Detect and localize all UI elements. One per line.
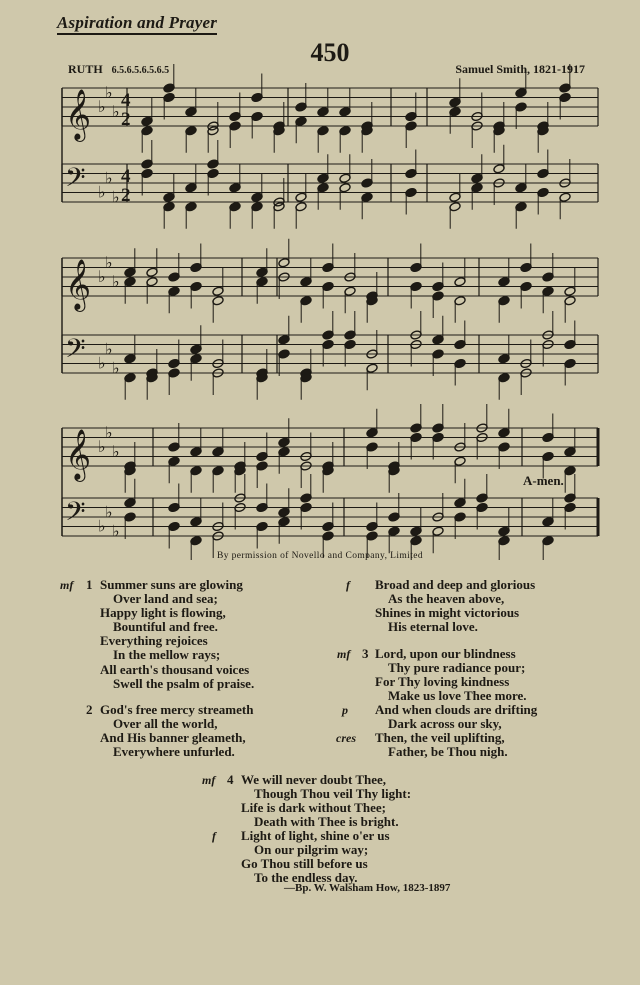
verse-2-continued: [375, 578, 535, 634]
note-head: [449, 107, 461, 117]
verse-1: [100, 578, 254, 691]
note-head: [344, 286, 356, 296]
lyric-line: Make us love Thee more.: [388, 688, 527, 704]
note-head: [498, 354, 510, 364]
note-head: [410, 536, 422, 546]
flat-icon: ♭: [105, 82, 113, 102]
lyric-line: Then, the veil uplifting,: [375, 730, 505, 745]
note-head: [168, 456, 180, 466]
note-head: [190, 466, 202, 476]
dynamic-f: f: [346, 578, 350, 592]
treble-clef-icon: 𝄞: [65, 429, 92, 480]
note-head: [317, 126, 329, 136]
note-head: [229, 183, 241, 193]
note-head: [542, 432, 554, 442]
note-head: [322, 330, 334, 340]
note-head: [564, 447, 576, 457]
note-head: [168, 358, 180, 368]
treble-clef-icon: 𝄞: [65, 259, 92, 310]
note-head: [432, 291, 444, 301]
note-head: [520, 262, 532, 272]
note-head: [190, 344, 202, 354]
note-head: [141, 168, 153, 178]
flat-icon: ♭: [112, 271, 120, 291]
lyric-line: Go Thou still before us: [241, 856, 368, 872]
flat-icon: ♭: [105, 339, 113, 359]
note-head: [317, 107, 329, 117]
flat-icon: ♭: [112, 101, 120, 121]
note-head: [498, 373, 510, 383]
treble-clef-icon: 𝄞: [65, 89, 92, 140]
lyric-line: Swell the psalm of praise.: [113, 675, 255, 691]
note-head: [322, 531, 334, 541]
note-head: [432, 423, 444, 433]
dynamic-mf: mf: [202, 773, 216, 787]
note-head: [300, 493, 312, 503]
note-head: [361, 178, 373, 188]
note-head: [366, 531, 378, 541]
note-head: [564, 358, 576, 368]
note-head: [141, 126, 153, 136]
note-head: [432, 335, 444, 345]
verse-3: [375, 647, 527, 703]
note-head: [471, 173, 483, 183]
note-head: [168, 272, 180, 282]
note-head: [410, 526, 422, 536]
note-head: [141, 116, 153, 126]
note-head: [251, 92, 263, 102]
note-head: [537, 168, 549, 178]
note-head: [190, 536, 202, 546]
note-head: [317, 173, 329, 183]
note-head: [339, 183, 351, 193]
flat-icon: ♭: [98, 437, 106, 456]
note-head: [432, 526, 444, 536]
note-head: [256, 267, 268, 277]
flat-icon: ♭: [98, 97, 106, 116]
lyric-line: Over all the world,: [113, 716, 218, 732]
lyric-line: To the endless day.: [254, 870, 358, 886]
note-head: [190, 354, 202, 364]
note-head: [344, 330, 356, 340]
flat-icon: ♭: [105, 168, 113, 188]
note-head: [300, 502, 312, 512]
note-head: [410, 281, 422, 291]
note-head: [185, 202, 197, 212]
note-head: [454, 339, 466, 349]
note-head: [542, 286, 554, 296]
note-head: [256, 277, 268, 287]
flat-icon: ♭: [112, 358, 120, 378]
note-head: [405, 168, 417, 178]
note-head: [322, 521, 334, 531]
amen-text: A-men.: [523, 473, 564, 488]
note-head: [212, 286, 224, 296]
note-head: [366, 428, 378, 438]
note-head: [190, 447, 202, 457]
note-head: [515, 102, 527, 112]
note-head: [559, 92, 571, 102]
note-head: [344, 339, 356, 349]
note-head: [559, 192, 571, 202]
note-head: [322, 262, 334, 272]
bass-clef-icon: 𝄢: [65, 495, 86, 534]
note-head: [449, 192, 461, 202]
note-head: [542, 517, 554, 527]
note-head: [542, 536, 554, 546]
lyric-line: Father, be Thou nigh.: [388, 744, 508, 760]
note-head: [405, 187, 417, 197]
note-head: [564, 286, 576, 296]
flat-icon: ♭: [98, 182, 106, 202]
note-head: [542, 451, 554, 461]
lyric-line: Everywhere unfurled.: [113, 744, 235, 760]
lyric-line: All earth's thousand voices: [100, 661, 250, 677]
section-title: Aspiration and Prayer: [57, 14, 217, 35]
verse-number: 4: [227, 772, 234, 787]
note-head: [410, 262, 422, 272]
note-head: [454, 296, 466, 306]
lyric-line: In the mellow rays;: [113, 647, 221, 663]
note-head: [146, 267, 158, 277]
note-head: [190, 281, 202, 291]
note-head: [564, 493, 576, 503]
note-head: [339, 173, 351, 183]
note-head: [449, 202, 461, 212]
note-head: [339, 126, 351, 136]
lyric-line: For Thy loving kindness: [375, 674, 510, 690]
note-head: [278, 335, 290, 345]
note-head: [559, 83, 571, 93]
note-head: [185, 183, 197, 193]
flat-icon: ♭: [98, 353, 106, 373]
note-head: [168, 368, 180, 378]
lyric-line: Lord, upon our blindness: [375, 646, 516, 661]
time-signature: 2: [121, 185, 131, 206]
lyric-line: Dark across our sky,: [388, 716, 502, 732]
note-head: [515, 202, 527, 212]
note-head: [124, 354, 136, 364]
flat-icon: ♭: [112, 187, 120, 207]
note-head: [251, 202, 263, 212]
lyric-line: Thy pure radiance pour;: [388, 660, 526, 676]
note-head: [163, 192, 175, 202]
lyric-line: Everything rejoices: [100, 633, 208, 649]
lyric-line: Over land and sea;: [113, 591, 218, 607]
lyric-line: Life is dark without Thee;: [241, 800, 386, 816]
note-head: [295, 202, 307, 212]
permission-note: By permission of Novello and Company, Limited: [216, 551, 424, 561]
note-head: [405, 121, 417, 131]
note-head: [278, 437, 290, 447]
note-head: [498, 526, 510, 536]
note-head: [405, 111, 417, 121]
note-head: [388, 526, 400, 536]
verse-number: 3: [362, 646, 369, 661]
note-head: [432, 432, 444, 442]
note-head: [361, 192, 373, 202]
lyric-line: Broad and deep and glorious: [375, 577, 536, 592]
note-head: [366, 521, 378, 531]
note-head: [295, 116, 307, 126]
lyric-line: Shines in might victorious: [375, 605, 520, 621]
note-head: [339, 107, 351, 117]
flat-icon: ♭: [105, 422, 113, 442]
flat-icon: ♭: [98, 516, 106, 536]
note-head: [256, 521, 268, 531]
note-head: [520, 281, 532, 291]
lyric-line: On our pilgrim way;: [254, 842, 369, 858]
lyric-line: Summer suns are glowing: [100, 577, 243, 592]
note-head: [141, 159, 153, 169]
note-head: [168, 442, 180, 452]
note-head: [229, 111, 241, 121]
note-head: [278, 507, 290, 517]
note-head: [185, 107, 197, 117]
note-head: [278, 517, 290, 527]
note-head: [212, 466, 224, 476]
note-head: [168, 502, 180, 512]
note-head: [476, 502, 488, 512]
note-head: [168, 521, 180, 531]
tune-meter: 6.5.6.5.6.5.6.5: [111, 65, 170, 76]
note-head: [212, 447, 224, 457]
verse-2: [100, 703, 253, 759]
note-head: [366, 363, 378, 373]
note-head: [295, 102, 307, 112]
note-head: [212, 296, 224, 306]
lyric-line: We will never doubt Thee,: [241, 772, 387, 787]
note-head: [207, 126, 219, 136]
note-head: [256, 451, 268, 461]
bass-clef-icon: 𝄢: [65, 161, 86, 200]
note-head: [493, 164, 505, 174]
verse-3-p: [375, 703, 537, 731]
note-head: [278, 447, 290, 457]
note-head: [432, 349, 444, 359]
note-head: [564, 296, 576, 306]
time-signature: 4: [121, 90, 131, 111]
flat-icon: ♭: [112, 521, 120, 541]
hymn-number: 450: [310, 38, 350, 67]
bass-clef-icon: 𝄢: [65, 332, 86, 371]
note-head: [515, 183, 527, 193]
lyric-line: Bountiful and free.: [113, 619, 218, 635]
time-signature: 4: [121, 166, 131, 187]
dynamic-mf: mf: [337, 647, 351, 661]
note-head: [229, 202, 241, 212]
note-head: [432, 281, 444, 291]
note-head: [388, 512, 400, 522]
note-head: [498, 296, 510, 306]
note-head: [163, 83, 175, 93]
lyric-line: And when clouds are drifting: [375, 702, 538, 717]
lyric-line: And His banner gleameth,: [100, 730, 246, 746]
note-head: [278, 349, 290, 359]
note-head: [207, 168, 219, 178]
dynamic-p: p: [342, 703, 348, 717]
note-head: [190, 262, 202, 272]
note-head: [454, 498, 466, 508]
lyric-line: Light of light, shine o'er us: [241, 828, 390, 843]
note-head: [256, 461, 268, 471]
verse-4: [241, 773, 411, 829]
verse-number: 1: [86, 577, 93, 592]
note-head: [124, 277, 136, 287]
note-head: [454, 277, 466, 287]
note-head: [273, 202, 285, 212]
note-head: [317, 183, 329, 193]
time-signature: 2: [121, 109, 131, 130]
note-head: [498, 277, 510, 287]
note-head: [537, 187, 549, 197]
note-head: [300, 277, 312, 287]
composer: Samuel Smith, 1821-1917: [455, 62, 585, 76]
lyric-line: His eternal love.: [388, 619, 478, 635]
note-head: [366, 442, 378, 452]
dynamic-mf: mf: [60, 578, 74, 592]
note-head: [251, 111, 263, 121]
note-head: [124, 498, 136, 508]
note-head: [207, 159, 219, 169]
note-head: [410, 423, 422, 433]
flat-icon: ♭: [112, 441, 120, 461]
note-head: [146, 277, 158, 287]
note-head: [564, 466, 576, 476]
tune-name: RUTH: [68, 62, 103, 76]
note-head: [498, 428, 510, 438]
note-head: [256, 502, 268, 512]
note-head: [454, 456, 466, 466]
note-head: [295, 192, 307, 202]
dynamic-f: f: [212, 829, 216, 843]
note-head: [498, 536, 510, 546]
flat-icon: ♭: [105, 502, 113, 522]
note-head: [564, 339, 576, 349]
verse-3-cres: [375, 731, 508, 759]
note-head: [454, 358, 466, 368]
note-head: [163, 202, 175, 212]
note-head: [124, 267, 136, 277]
note-head: [410, 432, 422, 442]
note-head: [229, 121, 241, 131]
note-head: [185, 126, 197, 136]
lyric-line: God's free mercy streameth: [100, 702, 254, 717]
note-head: [190, 517, 202, 527]
text-attribution: —Bp. W. Walsham How, 1823-1897: [284, 882, 451, 894]
flat-icon: ♭: [98, 267, 106, 286]
lyric-line: As the heaven above,: [388, 591, 505, 607]
flat-icon: ♭: [105, 252, 113, 272]
note-head: [168, 286, 180, 296]
note-head: [449, 97, 461, 107]
verse-number: 2: [86, 702, 93, 717]
note-head: [454, 512, 466, 522]
dynamic-cres: cres: [336, 731, 356, 745]
note-head: [300, 296, 312, 306]
note-head: [515, 88, 527, 98]
note-head: [542, 272, 554, 282]
lyric-line: Death with Thee is bright.: [254, 814, 399, 830]
note-head: [322, 281, 334, 291]
lyric-line: Happy light is flowing,: [100, 605, 226, 621]
note-head: [322, 339, 334, 349]
verse-4-f: [241, 829, 390, 885]
note-head: [124, 512, 136, 522]
lyric-line: Though Thou veil Thy light:: [254, 786, 412, 802]
note-head: [163, 92, 175, 102]
note-head: [476, 493, 488, 503]
note-head: [498, 442, 510, 452]
note-head: [251, 192, 263, 202]
note-head: [124, 373, 136, 383]
note-head: [278, 258, 290, 268]
note-head: [471, 183, 483, 193]
note-head: [564, 502, 576, 512]
